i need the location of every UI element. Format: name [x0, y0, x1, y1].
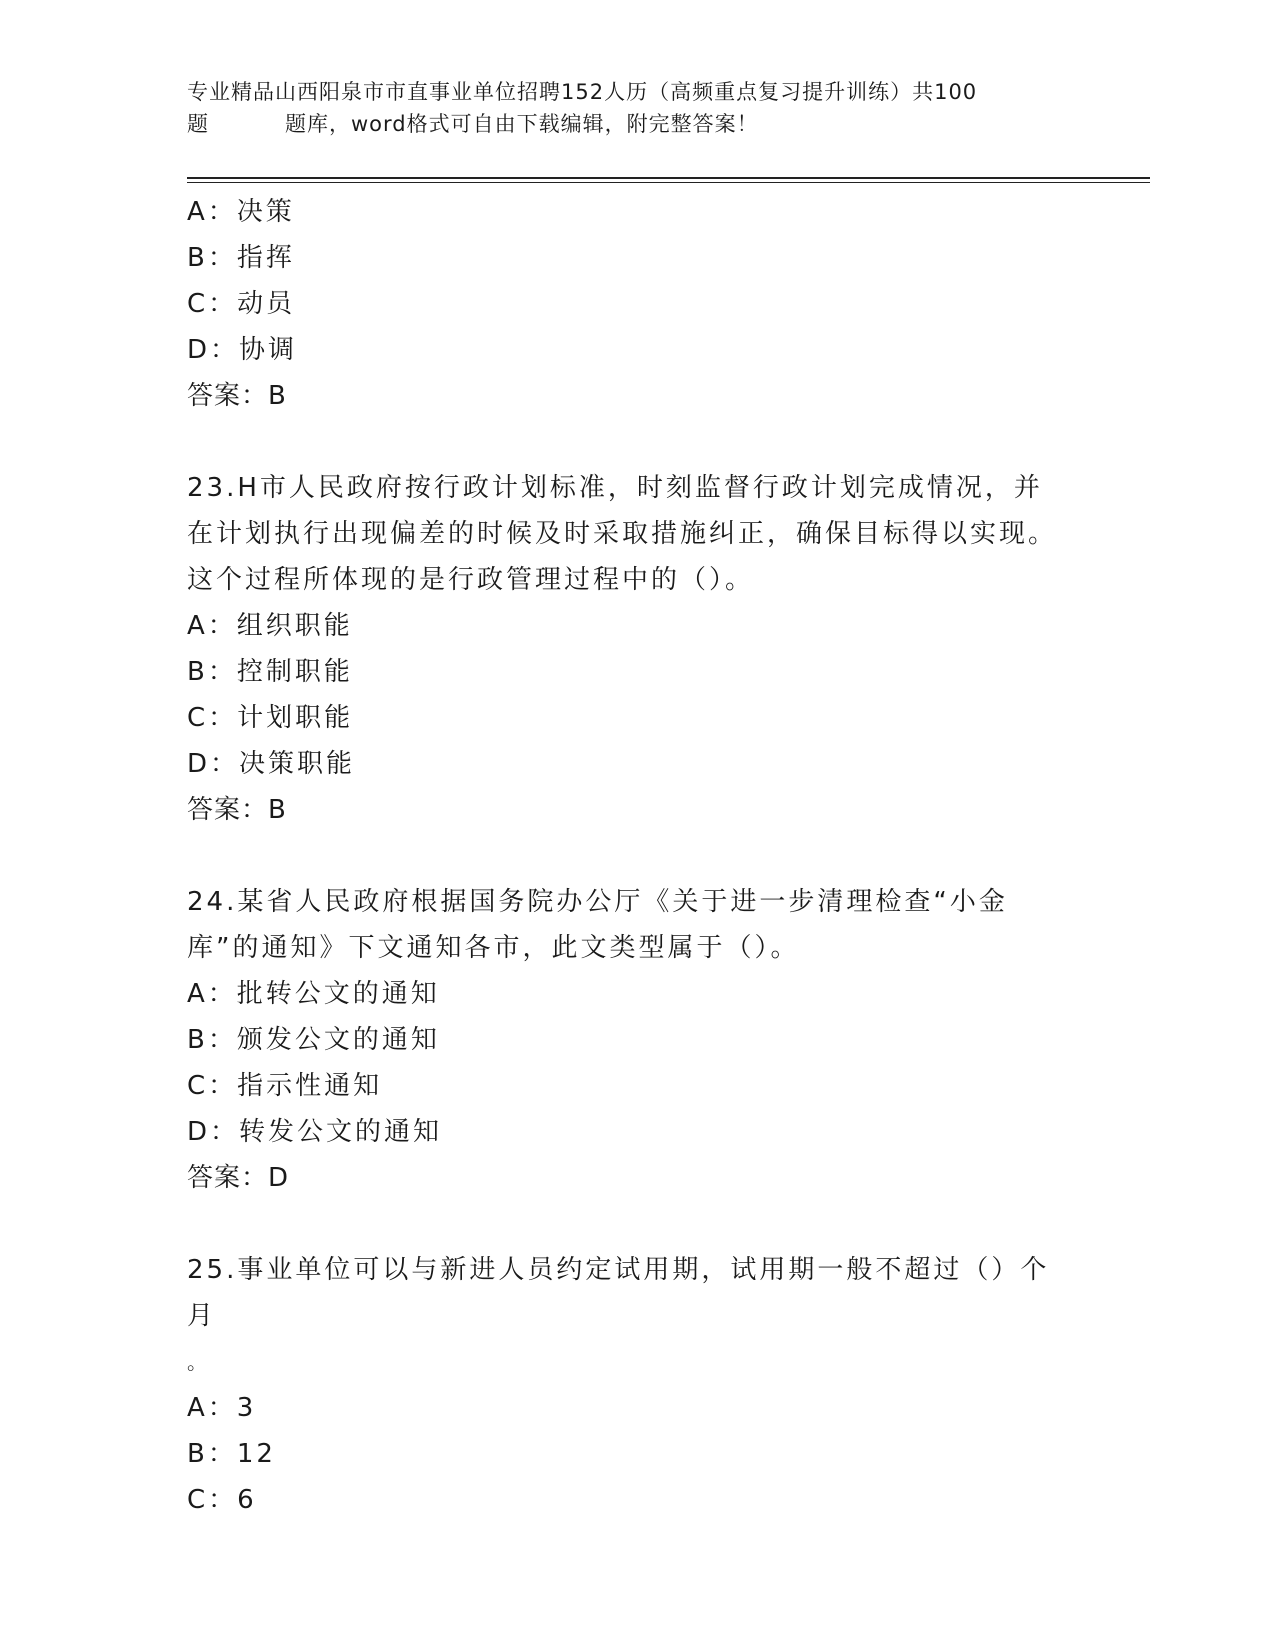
- option-a: A：组织职能: [187, 611, 353, 641]
- option-c: C：6: [187, 1485, 257, 1515]
- question-text: 25.事业单位可以与新进人员约定试用期，试用期一般不超过（）个月: [187, 1255, 1050, 1331]
- header-divider-thin: [187, 182, 1150, 183]
- question-22: [187, 189, 1087, 419]
- option-c: C：动员: [187, 289, 296, 319]
- option-b: B：指挥: [187, 243, 295, 273]
- question-text: 24.某省人民政府根据国务院办公厅《关于进一步清理检查“小金库”的通知》下文通知各市，此文类型属于（）。: [187, 887, 1008, 963]
- question-24: [187, 879, 1087, 1201]
- answer-line: 答案：B: [187, 795, 287, 825]
- header-divider-thick: [187, 177, 1150, 179]
- option-d: D：协调: [187, 335, 298, 365]
- option-d: D：转发公文的通知: [187, 1117, 443, 1147]
- header-line2-left: 题: [187, 112, 209, 136]
- option-c: C：指示性通知: [187, 1071, 383, 1101]
- header-line2-right: 题库，word格式可自由下载编辑，附完整答案！: [285, 112, 759, 136]
- question-23: [187, 465, 1087, 833]
- option-c: C：计划职能: [187, 703, 354, 733]
- option-a: A：决策: [187, 197, 295, 227]
- spacer: [187, 1201, 1087, 1247]
- option-b: B：控制职能: [187, 657, 353, 687]
- header-title-line2: [187, 108, 1087, 140]
- option-a: A：3: [187, 1393, 257, 1423]
- question-text-trailing-period: 。: [187, 1350, 207, 1374]
- option-a: A：批转公文的通知: [187, 979, 440, 1009]
- answer-line: 答案：B: [187, 381, 287, 411]
- option-b: B：12: [187, 1439, 276, 1469]
- answer-line: 答案：D: [187, 1163, 290, 1193]
- option-d: D：决策职能: [187, 749, 356, 779]
- spacer: [187, 419, 1087, 465]
- question-list: [187, 189, 1087, 1523]
- document-header: [187, 76, 1087, 140]
- option-b: B：颁发公文的通知: [187, 1025, 440, 1055]
- question-25: [187, 1247, 1087, 1523]
- question-text: 23.H市人民政府按行政计划标准，时刻监督行政计划完成情况，并在计划执行出现偏差的时候及时采取措施纠正，确保目标得以实现。这个过程所体现的是行政管理过程中的（）。: [187, 473, 1058, 595]
- spacer: [187, 833, 1087, 879]
- header-title-line1: 专业精品山西阳泉市市直事业单位招聘152人历（高频重点复习提升训练）共100: [187, 80, 978, 104]
